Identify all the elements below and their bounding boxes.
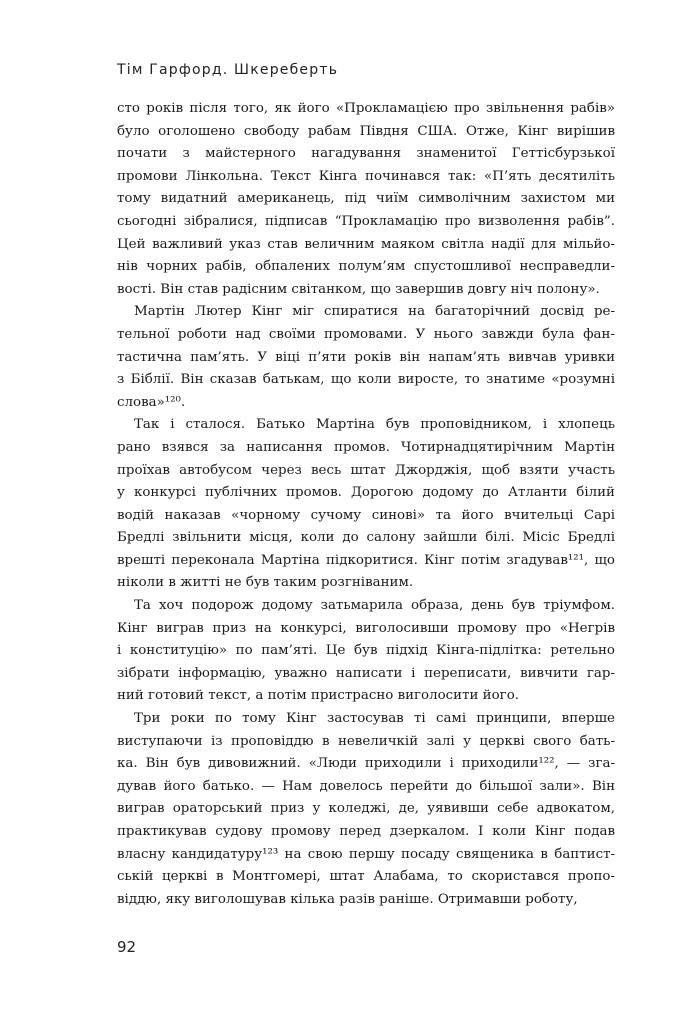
text-line: Так і сталося. Батько Мартіна був проповідником, і хлопець — [134, 417, 615, 433]
text-line: рано взявся за написання промов. Чотирнадцятирічним Мартін — [117, 439, 615, 455]
text-line: і конституцію» по пам’яті. Це був підхід Кінга-підлітка: ретельно — [117, 643, 615, 659]
text-line: почати з майстерного нагадування знаменитої Геттісбурзької — [117, 146, 615, 162]
paragraph — [117, 595, 615, 708]
text-line: промови Лінкольна. Текст Кінга починався так: «П’ять десятиліть — [117, 168, 615, 184]
text-line: практикував судову промову перед дзеркалом. І коли Кінг подав — [117, 824, 615, 839]
text-line: було оголошено свободу рабам Півдня США. Отже, Кінг вирішив — [117, 123, 615, 139]
text-line: проїхав автобусом через весь штат Джорджія, щоб взяти участь — [117, 462, 615, 478]
text-line: власну кандидатуру¹²³ на свою першу посаду священика в баптист- — [117, 846, 615, 862]
running-header: Тім Гарфорд. Шкереберть — [117, 62, 339, 78]
text-line: вості. Він став радісним світанком, що завершив довгу ніч полону». — [117, 281, 600, 297]
text-line: ний готовий текст, а потім пристрасно виголосити його. — [117, 688, 520, 704]
text-line: Три роки по тому Кінг застосував ті самі принципи, вперше — [134, 711, 615, 727]
text-line: віддю, яку виголошував кілька разів раніше. Отримавши роботу, — [117, 891, 578, 907]
text-line: з Біблії. Він сказав батькам, що коли виросте, то знатиме «розумні — [117, 372, 615, 388]
text-line: дував його батько. — Нам довелось перейти до більшої зали». Він — [117, 778, 615, 794]
text-line: ніколи в житті не був таким розгніваним. — [117, 575, 414, 591]
text-line: у конкурсі публічних промов. Дорогою додому до Атланти білий — [117, 485, 615, 501]
text-line: врешті переконала Мартіна підкоритися. Кінг потім згадував¹²¹, що — [117, 552, 615, 568]
text-line: сто років після того, як його «Прокламацією про звільнення рабів» — [117, 101, 615, 116]
text-line: тельної роботи над своїми промовами. У нього завжди була фан- — [117, 326, 615, 342]
text-line: сьогодні зібралися, підписав “Прокламацію про визволення рабів”. — [117, 213, 615, 229]
text-line: тастична пам’ять. У віці п’яти років він напам’ять вивчав уривки — [117, 349, 615, 365]
text-line: водій наказав «чорному сучому синові» та його вчительці Сарі — [117, 507, 615, 523]
paragraph — [117, 98, 615, 301]
text-line: Кінг виграв приз на конкурсі, виголосивши промову про «Негрів — [117, 620, 615, 636]
text-line: Бредлі звільнити місця, коли до салону зайшли білі. Місіс Бредлі — [117, 530, 615, 546]
text-line: виграв ораторський приз у коледжі, де, уявивши себе адвокатом, — [117, 801, 615, 817]
text-line: Цей важливий указ став величним маяком світла надії для мільйо- — [117, 236, 615, 252]
text-line: нів чорних рабів, обпалених полум’ям спустошливої несправедли- — [117, 259, 615, 275]
text-line: тому видатний американець, під чиїм символічним захистом ми — [117, 191, 615, 207]
text-line: ській церкві в Монтгомері, штат Алабама, то скористався пропо- — [117, 869, 615, 885]
text-line: слова»¹²⁰. — [117, 394, 186, 410]
page-number: 92 — [117, 938, 137, 956]
paragraph — [117, 708, 615, 911]
text-line: Та хоч подорож додому затьмарила образа, день був тріумфом. — [134, 598, 615, 614]
text-line: ка. Він був дивовижний. «Люди приходили і приходили¹²², — зга- — [117, 756, 615, 772]
paragraph — [117, 414, 615, 595]
text-line: виступаючи із проповіддю в невеличкій залі у церкві свого бать- — [117, 733, 615, 749]
text-line: Мартін Лютер Кінг міг спиратися на багаторічний досвід ре- — [134, 304, 615, 320]
paragraph — [117, 301, 615, 414]
body-text — [117, 98, 615, 911]
text-line: зібрати інформацію, уважно написати і переписати, вивчити гар- — [117, 665, 615, 681]
